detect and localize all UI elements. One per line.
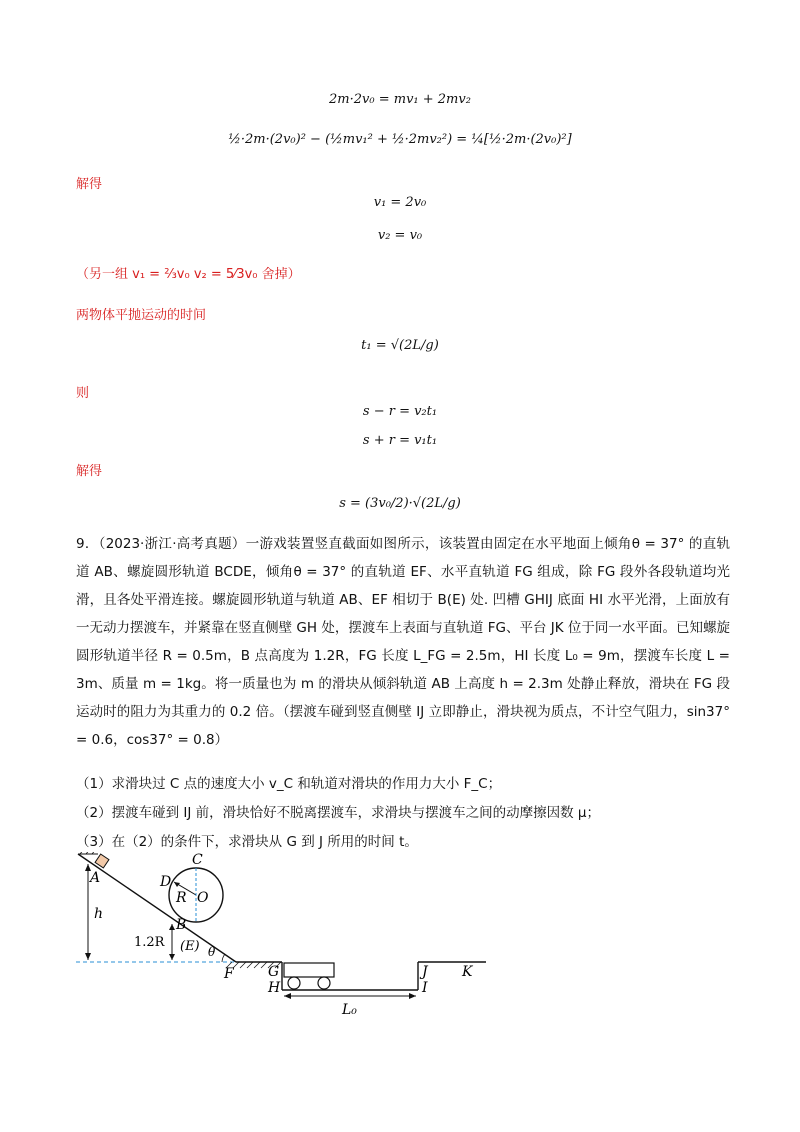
- label-G: G: [268, 964, 280, 980]
- label-theta: θ: [208, 945, 216, 959]
- question-1: （1）求滑块过 C 点的速度大小 v_C 和轨道对滑块的作用力大小 F_C；: [76, 776, 502, 792]
- label-J: J: [422, 964, 428, 980]
- label-F: F: [224, 966, 234, 982]
- question-2: （2）摆渡车碰到 IJ 前，滑块恰好不脱离摆渡车，求滑块与摆渡车之间的动摩擦因数 μ；: [76, 805, 601, 821]
- label-L0: L₀: [342, 1002, 357, 1018]
- eq-s: s = (3v₀/2)·√(2L/g): [339, 496, 461, 511]
- label-C: C: [192, 852, 203, 868]
- eq-v1: v₁ = 2v₀: [373, 195, 427, 210]
- eq-s-minus-r: s − r = v₂t₁: [362, 404, 438, 419]
- eq-v2: v₂ = v₀: [377, 228, 423, 243]
- eq-t1: t₁ = √(2L/g): [361, 338, 439, 353]
- label-h: h: [94, 906, 104, 922]
- label-ze: 则: [76, 386, 90, 401]
- label-I: I: [422, 980, 428, 996]
- label-jiede-2: 解得: [76, 464, 103, 479]
- label-D: D: [160, 874, 172, 890]
- label-A: A: [90, 870, 101, 886]
- question-3: （3）在（2）的条件下，求滑块从 G 到 J 所用的时间 t。: [76, 834, 418, 850]
- label-E: (E): [180, 939, 200, 954]
- momentum-equation: 2m·2v₀ = mv₁ + 2mv₂: [329, 92, 471, 107]
- problem-text: 9．（2023·浙江·高考真题）一游戏装置竖直截面如图所示，该装置由固定在水平地面上倾角θ = 37° 的直轨道 AB、螺旋圆形轨道 BCDE，倾角θ = 37° 的直轨道 EF、水平直轨道 FG 组成，除 FG 段外各段轨道均光滑，且各处平滑连接。螺旋圆形轨道与轨道 AB、EF 相切于 B(E) 处. 凹槽 GHIJ 底面 HI 水平光滑，上面放有一无动力摆渡车，并紧靠在竖直侧壁 GH 处，摆渡车上表面与直轨道 FG、平台 JK 位于同一水平面。已知螺旋圆形轨道半径 R = 0.5m，B 点高度为 1.2R，FG 长度 L_FG = 2.5m，HI 长度 L₀ = 9m，摆渡车长度 L = 3m、质量 m = 1kg。将一质量也为 m 的滑块从倾斜轨道 AB 上高度 h = 2.3m 处静止释放，滑块在 FG 段运动时的阻力为其重力的 0.2 倍。（摆渡车碰到竖直侧壁 IJ 立即静止，滑块视为质点，不计空气阻力，sin37° = 0.6，cos37° = 0.8）: [76, 536, 730, 748]
- label-time: 两物体平抛运动的时间: [76, 308, 207, 323]
- label-O: O: [197, 890, 209, 906]
- label-B: B: [176, 917, 187, 933]
- label-H: H: [268, 980, 281, 996]
- label-height-B: 1.2R: [134, 935, 165, 950]
- label-K: K: [462, 964, 473, 980]
- note-other-solution: （另一组 v₁ = ⅔v₀ v₂ = 5⁄3v₀ 舍掉）: [76, 267, 301, 282]
- label-jiede-1: 解得: [76, 177, 103, 192]
- apparatus-diagram: [76, 852, 496, 1022]
- energy-equation: ½·2m·(2v₀)² − (½mv₁² + ½·2mv₂²) = ¼[½·2m·(2v₀)²]: [228, 132, 572, 147]
- eq-s-plus-r: s + r = v₁t₁: [362, 433, 438, 448]
- label-R: R: [176, 890, 187, 906]
